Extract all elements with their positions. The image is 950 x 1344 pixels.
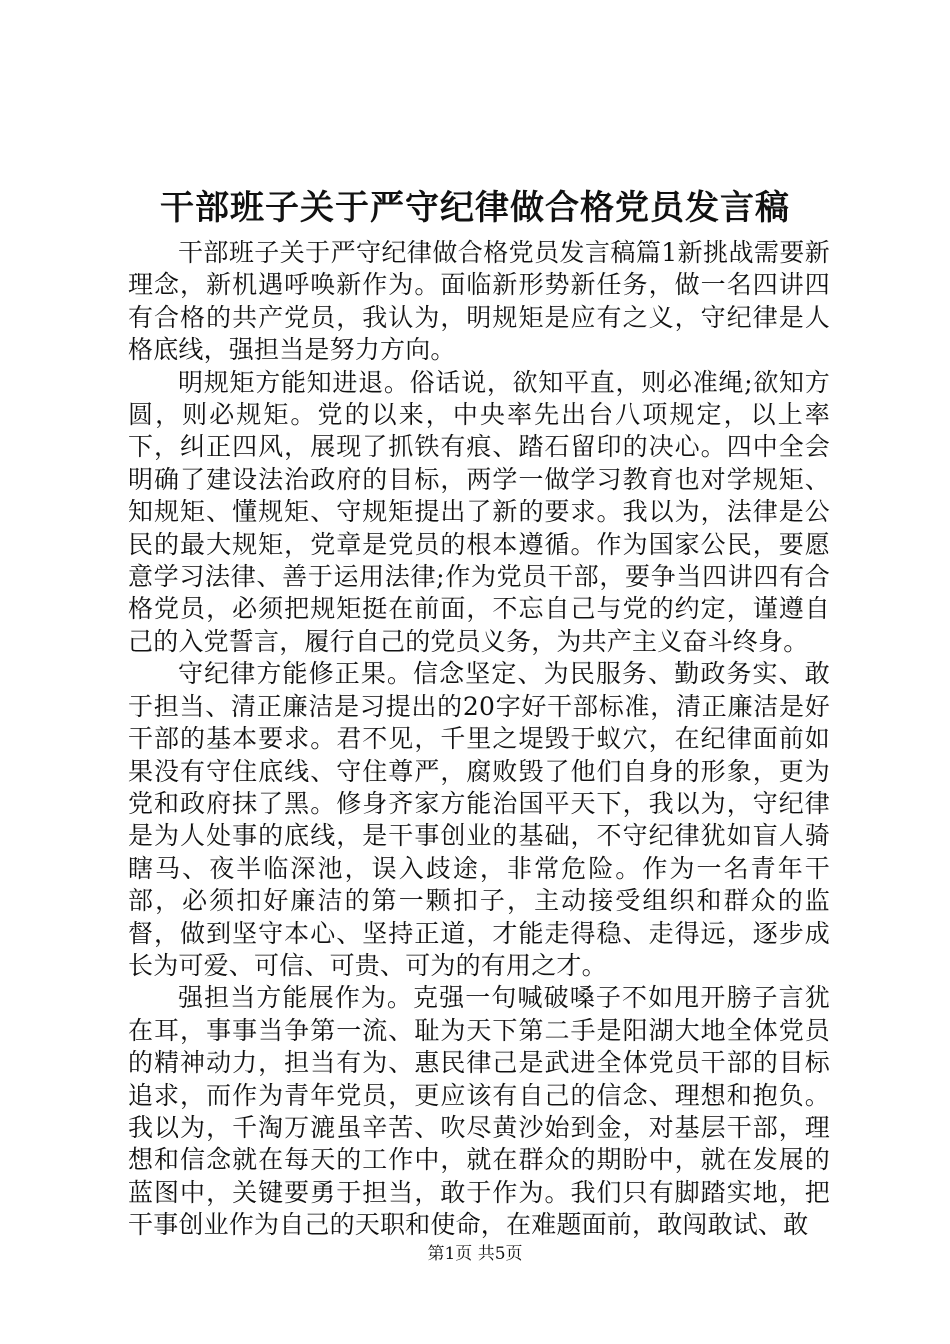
document-title: 干部班子关于严守纪律做合格党员发言稿 (160, 188, 790, 228)
document-body (128, 237, 830, 1242)
paragraph-2: 明规矩方能知进退。俗话说，欲知平直，则必准绳;欲知方圆，则必规矩。党的以来，中央率先出台八项规定，以上率下，纠正四风，展现了抓铁有痕、踏石留印的决心。四中全会明确了建设法治政府的目标，两学一做学习教育也对学规矩、知规矩、懂规矩、守规矩提出了新的要求。我以为，法律是公民的最大规矩，党章是党员的根本遵循。作为国家公民，要愿意学习法律、善于运用法律;作为党员干部，要争当四讲四有合格党员，必须把规矩挺在前面，不忘自己与党的约定，谨遵自己的入党誓言，履行自己的党员义务，为共产主义奋斗终身。 (128, 367, 830, 656)
paragraph-3: 守纪律方能修正果。信念坚定、为民服务、勤政务实、敢于担当、清正廉洁是习提出的20字好干部标准，清正廉洁是好干部的基本要求。君不见，千里之堤毁于蚁穴，在纪律面前如果没有守住底线、守住尊严，腐败毁了他们自身的形象，更为党和政府抹了黑。修身齐家方能治国平天下，我以为，守纪律是为人处事的底线，是干事创业的基础，不守纪律犹如盲人骑瞎马、夜半临深池，误入歧途，非常危险。作为一名青年干部，必须扣好廉洁的第一颗扣子，主动接受组织和群众的监督，做到坚守本心、坚持正道，才能走得稳、走得远，逐步成长为可爱、可信、可贵、可为的有用之才。 (128, 659, 830, 980)
paragraph-4: 强担当方能展作为。克强一句喊破嗓子不如甩开膀子言犹在耳，事事当争第一流、耻为天下第二手是阳湖大地全体党员的精神动力，担当有为、惠民律己是武进全体党员干部的目标追求，而作为青年党员，更应该有自己的信念、理想和抱负。我以为，千淘万漉虽辛苦、吹尽黄沙始到金，对基层干部，理想和信念就在每天的工作中，就在群众的期盼中，就在发展的蓝图中，关键要勇于担当，敢于作为。我们只有脚踏实地，把干事创业作为自己的天职和使命，在难题面前，敢闯敢试、敢 (128, 983, 830, 1240)
page-number-footer: 第1页 共5页 (427, 1244, 523, 1264)
paragraph-1: 干部班子关于严守纪律做合格党员发言稿篇1新挑战需要新理念，新机遇呼唤新作为。面临新形势新任务，做一名四讲四有合格的共产党员，我认为，明规矩是应有之义，守纪律是人格底线，强担当是努力方向。 (128, 238, 830, 365)
